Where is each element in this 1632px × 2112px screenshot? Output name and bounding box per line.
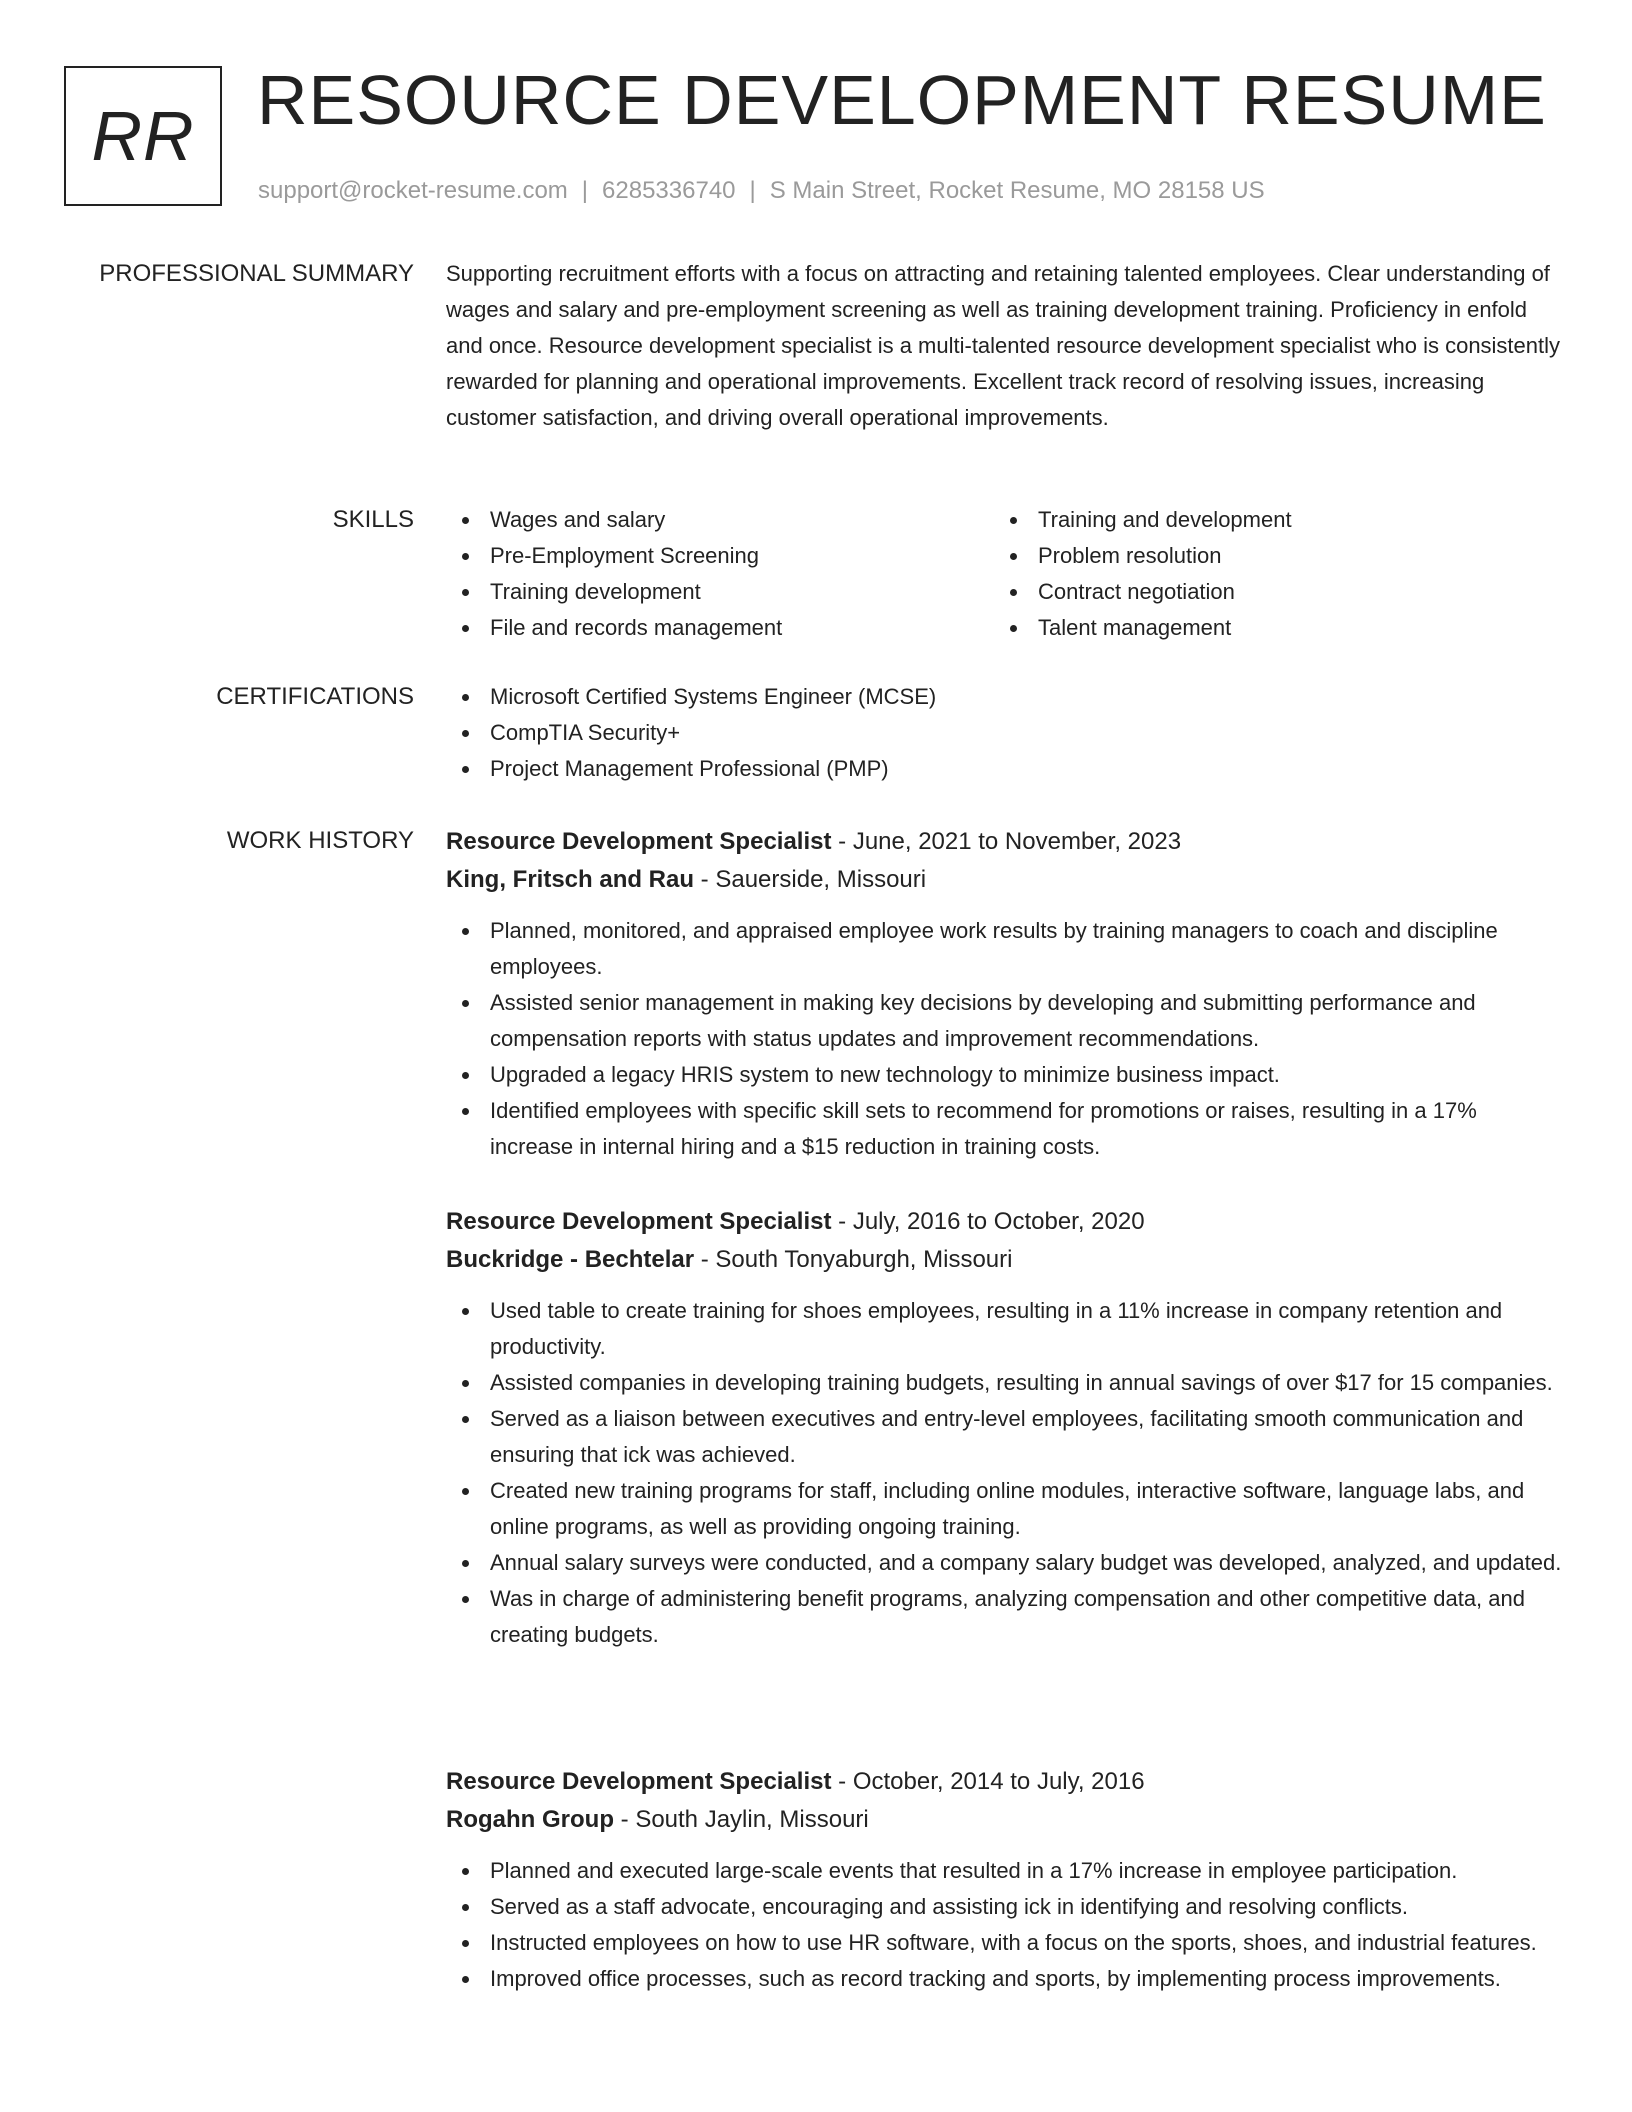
job-bullets xyxy=(446,913,1566,1165)
job-bullet: Assisted senior management in making key decisions by developing and submitting performance and compensation reports with status updates and improvement recommendations. xyxy=(446,985,1566,1057)
job-bullet: Planned, monitored, and appraised employee work results by training managers to coach and discipline employees. xyxy=(446,913,1566,985)
skills-list-right xyxy=(994,502,1542,646)
section-label-certifications: CERTIFICATIONS xyxy=(216,683,414,710)
job-company-line: Rogahn Group - South Jaylin, Missouri xyxy=(446,1806,869,1833)
skill-item: Pre-Employment Screening xyxy=(446,538,994,574)
skill-item: Wages and salary xyxy=(446,502,994,538)
job-entry xyxy=(446,823,1566,1165)
job-company: Buckridge - Bechtelar xyxy=(446,1246,695,1273)
job-bullet: Identified employees with specific skill sets to recommend for promotions or raises, resulting in a 17% increase in internal hiring and a $15 reduction in training costs. xyxy=(446,1093,1566,1165)
job-dates: July, 2016 to October, 2020 xyxy=(852,1208,1145,1235)
job-company-line: Buckridge - Bechtelar - South Tonyaburgh, Missouri xyxy=(446,1246,1013,1273)
job-dates: October, 2014 to July, 2016 xyxy=(852,1768,1145,1795)
job-bullets xyxy=(446,1853,1566,1997)
job-bullets xyxy=(446,1293,1566,1653)
skills-list-left xyxy=(446,502,994,646)
job-company: Rogahn Group xyxy=(446,1806,614,1833)
job-bullet: Served as a staff advocate, encouraging and assisting ick in identifying and resolving conflicts. xyxy=(446,1889,1566,1925)
certifications-section xyxy=(446,679,1566,787)
skill-item: Problem resolution xyxy=(994,538,1542,574)
job-bullet: Planned and executed large-scale events that resulted in a 17% increase in employee participation. xyxy=(446,1853,1566,1889)
skills-section xyxy=(446,502,1566,646)
skill-item: Contract negotiation xyxy=(994,574,1542,610)
monogram-initials: RR xyxy=(91,97,195,175)
summary-section xyxy=(446,256,1566,436)
skill-item: Training and development xyxy=(994,502,1542,538)
job-bullet: Created new training programs for staff, including online modules, interactive software, language labs, and online programs, as well as providing ongoing training. xyxy=(446,1473,1566,1545)
job-bullet: Assisted companies in developing training budgets, resulting in annual savings of over $17 for 15 companies. xyxy=(446,1365,1566,1401)
job-bullet: Annual salary surveys were conducted, and a company salary budget was developed, analyzed, and updated. xyxy=(446,1545,1566,1581)
job-entry xyxy=(446,1203,1566,1653)
section-label-skills: SKILLS xyxy=(332,506,414,533)
job-bullet: Used table to create training for shoes employees, resulting in a 11% increase in company retention and productivity. xyxy=(446,1293,1566,1365)
job-title: Resource Development Specialist xyxy=(446,1208,832,1235)
monogram-logo xyxy=(64,66,222,206)
job-bullet: Served as a liaison between executives and entry-level employees, facilitating smooth communication and ensuring that ick was achieved. xyxy=(446,1401,1566,1473)
certification-item: Project Management Professional (PMP) xyxy=(446,751,1566,787)
job-company: King, Fritsch and Rau xyxy=(446,866,695,893)
job-bullet: Upgraded a legacy HRIS system to new technology to minimize business impact. xyxy=(446,1057,1566,1093)
job-location: Sauerside, Missouri xyxy=(715,866,927,893)
job-dates: June, 2021 to November, 2023 xyxy=(852,828,1182,855)
job-bullet: Instructed employees on how to use HR software, with a focus on the sports, shoes, and industrial features. xyxy=(446,1925,1566,1961)
job-company-line: King, Fritsch and Rau - Sauerside, Missouri xyxy=(446,866,927,893)
contact-address: S Main Street, Rocket Resume, MO 28158 US xyxy=(769,177,1265,204)
skill-item: Talent management xyxy=(994,610,1542,646)
job-title: Resource Development Specialist xyxy=(446,1768,832,1795)
job-location: South Jaylin, Missouri xyxy=(635,1806,869,1833)
job-entry xyxy=(446,1763,1566,1997)
certification-item: Microsoft Certified Systems Engineer (MCSE) xyxy=(446,679,1566,715)
contact-email[interactable]: support@rocket-resume.com xyxy=(258,177,568,204)
certifications-list xyxy=(446,679,1566,787)
job-title-line: Resource Development Specialist - October, 2014 to July, 2016 xyxy=(446,1768,1145,1795)
resume-title: RESOURCE DEVELOPMENT RESUME xyxy=(257,61,1547,139)
job-location: South Tonyaburgh, Missouri xyxy=(715,1246,1013,1273)
contact-separator: | xyxy=(581,177,589,204)
skill-item: Training development xyxy=(446,574,994,610)
contact-line xyxy=(258,176,1265,206)
job-bullet: Was in charge of administering benefit programs, analyzing compensation and other competitive data, and creating budgets. xyxy=(446,1581,1566,1653)
section-label-work-history: WORK HISTORY xyxy=(226,827,414,854)
job-title-line: Resource Development Specialist - June, 2021 to November, 2023 xyxy=(446,828,1182,855)
job-bullet: Improved office processes, such as record tracking and sports, by implementing process improvements. xyxy=(446,1961,1566,1997)
contact-phone[interactable]: 6285336740 xyxy=(602,177,736,204)
section-label-summary: PROFESSIONAL SUMMARY xyxy=(99,260,414,287)
job-title-line: Resource Development Specialist - July, 2016 to October, 2020 xyxy=(446,1208,1145,1235)
skill-item: File and records management xyxy=(446,610,994,646)
contact-separator: | xyxy=(749,177,756,204)
skills-grid xyxy=(446,502,1566,646)
certification-item: CompTIA Security+ xyxy=(446,715,1566,751)
job-title: Resource Development Specialist xyxy=(446,828,832,855)
summary-text: Supporting recruitment efforts with a focus on attracting and retaining talented employees. Clear understanding of wages and salary and pre-employment screening as well as training development training. Proficiency in enfold and once. Resource development specialist is a multi-talented resource development specialist who is consistently rewarded for planning and operational improvements. Excellent track record of resolving issues, increasing customer satisfaction, and driving overall operational improvements. xyxy=(446,261,1561,430)
